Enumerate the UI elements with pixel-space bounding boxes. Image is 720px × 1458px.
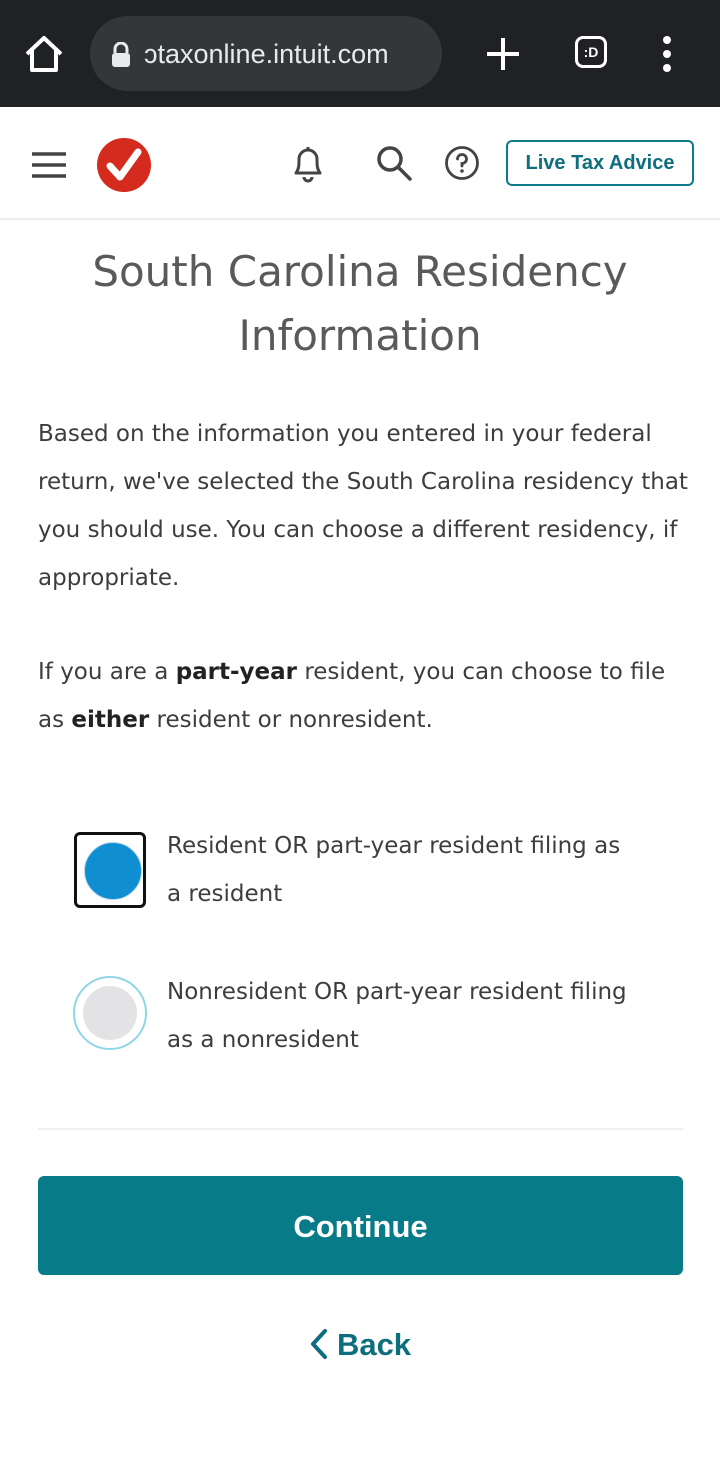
url-text: ɔtaxonline.intuit.com (144, 39, 389, 69)
bell-icon[interactable] (288, 141, 328, 185)
search-icon[interactable] (374, 143, 414, 183)
chevron-left-icon (309, 1328, 329, 1360)
back-link[interactable] (260, 1318, 460, 1374)
emphasis-either: either (71, 707, 150, 733)
help-icon[interactable] (444, 145, 480, 181)
continue-button[interactable]: Continue (38, 1176, 683, 1275)
more-vertical-icon[interactable] (654, 34, 680, 74)
page-title: South Carolina Residency Information (92, 247, 628, 360)
nonresident-radio[interactable] (73, 976, 147, 1050)
emphasis-part-year: part-year (175, 659, 298, 685)
nonresident-option-label[interactable]: Nonresident OR part-year resident filing as a nonresident (167, 979, 627, 1053)
lock-icon (110, 42, 132, 68)
address-bar[interactable] (90, 16, 442, 91)
home-icon[interactable] (22, 32, 66, 76)
radio-selected-dot (84, 842, 142, 900)
app-header (0, 107, 720, 220)
tabs-icon[interactable]: :D (575, 36, 607, 68)
back-label: Back (336, 1327, 412, 1362)
intro-paragraph: Based on the information you entered in your federal return, we've selected the South Carolina residency that you should use. You can choose a different residency, if appropriate. (38, 421, 688, 591)
plus-icon[interactable] (483, 34, 523, 74)
live-tax-advice-button[interactable]: Live Tax Advice (506, 140, 694, 186)
browser-toolbar (0, 0, 720, 107)
nonresident-option[interactable] (72, 968, 652, 1064)
hamburger-menu-icon[interactable] (30, 151, 68, 179)
radio-unselected-dot (83, 986, 137, 1040)
part-year-paragraph: If you are a part-year resident, you can choose to file as either resident or nonresident. (38, 659, 666, 733)
turbotax-checkmark-logo[interactable] (96, 137, 152, 193)
resident-option-label[interactable]: Resident OR part-year resident filing as a resident (167, 833, 621, 907)
resident-option[interactable] (72, 822, 652, 918)
resident-radio[interactable] (74, 832, 146, 908)
divider (38, 1128, 683, 1130)
